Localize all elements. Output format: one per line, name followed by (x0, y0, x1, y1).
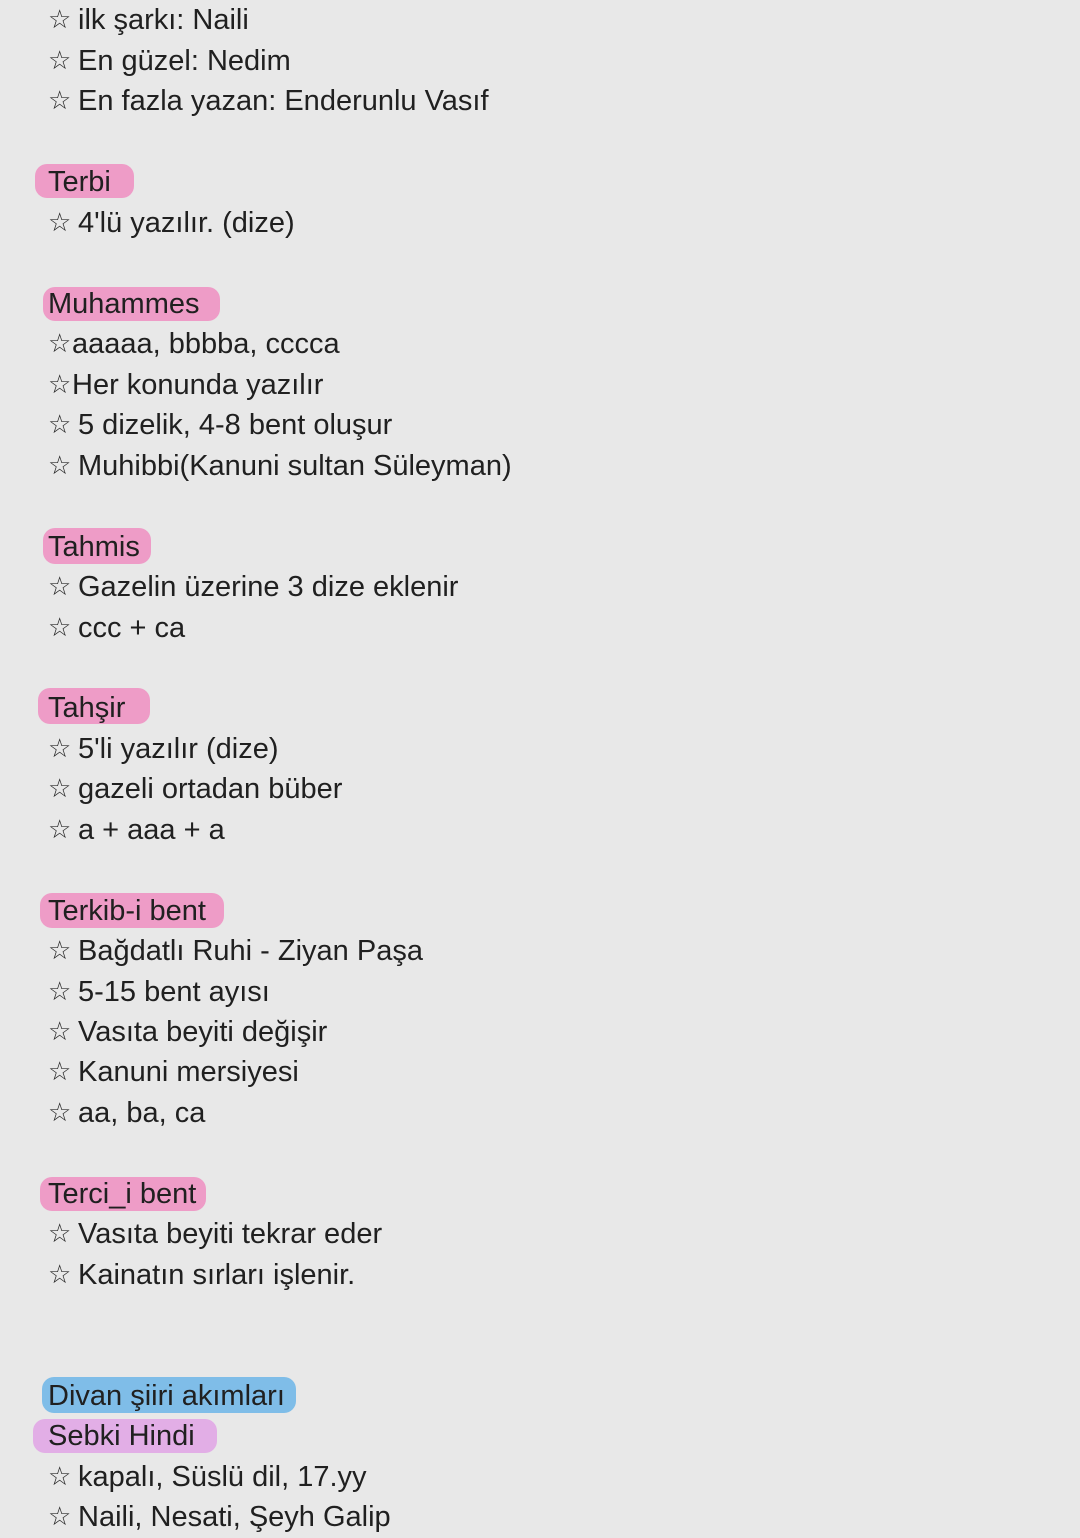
list-item: ☆ 5 dizelik, 4-8 bent oluşur (48, 405, 392, 445)
list-item: ☆ 5-15 bent ayısı (48, 972, 270, 1012)
list-item: ☆ Naili, Nesati, Şeyh Galip (48, 1497, 391, 1537)
star-icon: ☆ (48, 1219, 72, 1249)
list-item: ☆ Her konunda yazılır (48, 365, 323, 405)
list-item: ☆ En güzel: Nedim (48, 41, 291, 81)
section-heading-tahsir: Tahşir (48, 692, 126, 724)
list-item: ☆ 4'lü yazılır. (dize) (48, 203, 295, 243)
section-heading-terbi: Terbi (48, 166, 111, 198)
star-icon: ☆ (48, 936, 72, 966)
star-icon: ☆ (48, 46, 72, 76)
section-heading-divan-siiri-akimlari: Divan şiiri akımları (48, 1380, 285, 1412)
list-item: ☆ Muhibbi(Kanuni sultan Süleyman) (48, 446, 512, 486)
star-icon: ☆ (48, 208, 72, 238)
star-icon: ☆ (48, 774, 72, 804)
list-item: ☆ En fazla yazan: Enderunlu Vasıf (48, 81, 489, 121)
list-item: ☆ ccc + ca (48, 608, 185, 648)
section-subheading-sebki-hindi: Sebki Hindi (48, 1420, 195, 1452)
list-item: ☆ 5'li yazılır (dize) (48, 729, 279, 769)
list-item: ☆ aa, ba, ca (48, 1093, 205, 1133)
star-icon: ☆ (48, 977, 72, 1007)
star-icon: ☆ (48, 1098, 72, 1128)
star-icon: ☆ (48, 1462, 72, 1492)
list-item: ☆ a + aaa + a (48, 810, 225, 850)
list-item: ☆ Gazelin üzerine 3 dize eklenir (48, 567, 458, 607)
star-icon: ☆ (48, 410, 72, 440)
list-item: ☆ Bağdatlı Ruhi - Ziyan Paşa (48, 931, 423, 971)
star-icon: ☆ (48, 815, 72, 845)
star-icon: ☆ (48, 451, 72, 481)
star-icon: ☆ (48, 572, 72, 602)
list-item: ☆ aaaaa, bbbba, cccca (48, 324, 340, 364)
list-item: ☆ Vasıta beyiti değişir (48, 1012, 327, 1052)
star-icon: ☆ (48, 5, 72, 35)
star-icon: ☆ (48, 1017, 72, 1047)
section-heading-muhammes: Muhammes (48, 288, 200, 320)
star-icon: ☆ (48, 1260, 72, 1290)
list-item: ☆ Vasıta beyiti tekrar eder (48, 1214, 382, 1254)
list-item: ☆ Kanuni mersiyesi (48, 1052, 299, 1092)
star-icon: ☆ (48, 370, 72, 400)
list-item: ☆ Kainatın sırları işlenir. (48, 1255, 355, 1295)
section-heading-terci-i-bent: Terci_i bent (48, 1178, 197, 1210)
star-icon: ☆ (48, 613, 72, 643)
list-item: ☆ ilk şarkı: Naili (48, 0, 249, 40)
star-icon: ☆ (48, 734, 72, 764)
star-icon: ☆ (48, 329, 72, 359)
list-item: ☆ gazeli ortadan büber (48, 769, 342, 809)
list-item: ☆ kapalı, Süslü dil, 17.yy (48, 1457, 367, 1497)
star-icon: ☆ (48, 1057, 72, 1087)
section-heading-terkib-i-bent: Terkib-i bent (48, 895, 206, 927)
star-icon: ☆ (48, 86, 72, 116)
star-icon: ☆ (48, 1502, 72, 1532)
section-heading-tahmis: Tahmis (48, 531, 140, 563)
